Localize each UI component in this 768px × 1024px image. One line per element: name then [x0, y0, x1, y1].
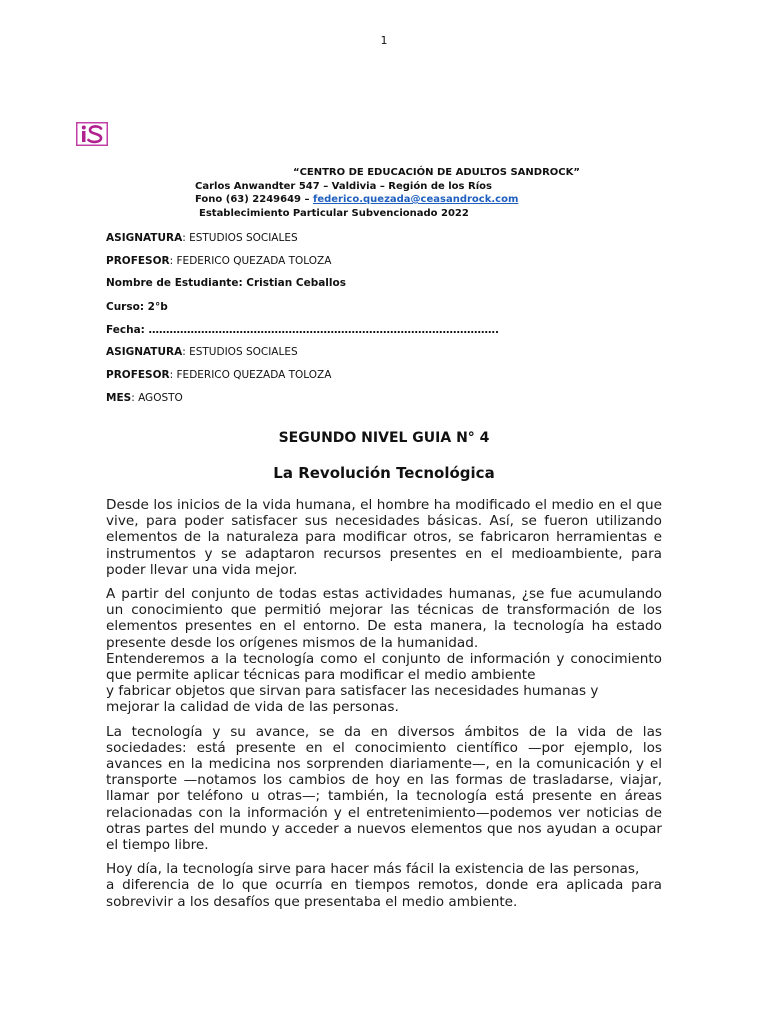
email-link[interactable]: federico.quezada@ceasandrock.com: [312, 194, 519, 205]
subject-line-2: [106, 346, 298, 358]
phone-number: Fono (63) 2249649 –: [195, 194, 313, 205]
teacher-line-2: [106, 369, 331, 381]
teacher-line: [106, 255, 331, 267]
document-title: La Revolución Tecnológica: [273, 464, 495, 482]
paragraph-3c: mejorar la calidad de vida de las personas.: [106, 699, 399, 716]
date-field: Fecha: ……………………………………………………………………………………….: [106, 324, 499, 336]
subject-label-2: ASIGNATURA: [106, 346, 183, 358]
institution-address: Carlos Anwandter 547 – Valdivia – Región de los Ríos: [195, 180, 492, 192]
paragraph-5b: a diferencia de lo que ocurría en tiempos remotos, donde era aplicada para sobrevivir a los desafíos que presentaba el medio ambiente.: [106, 877, 662, 910]
month-label: MES: [106, 392, 132, 404]
date-line: [106, 324, 499, 336]
teacher-label-2: PROFESOR: [106, 369, 170, 381]
guide-title: SEGUNDO NIVEL GUIA N° 4: [278, 430, 490, 446]
paragraph-3a: Entenderemos a la tecnología como el conjunto de información y conocimiento que permite aplicar técnicas para modificar el medio ambiente: [106, 650, 662, 684]
paragraph-5a: Hoy día, la tecnología sirve para hacer más fácil la existencia de las personas,: [106, 861, 640, 878]
subject-value: : ESTUDIOS SOCIALES: [182, 232, 298, 244]
teacher-label: PROFESOR: [106, 255, 170, 267]
institution-contact: [195, 193, 715, 207]
subject-label: ASIGNATURA: [106, 232, 183, 244]
paragraph-4: La tecnología y su avance, se da en diversos ámbitos de la vida de las sociedades: está presente en el conocimiento científico —por ejemplo, los avances en la medicina nos sorprenden diariamente—, en la comunicación y el transporte —notamos los cambios de hoy en las formas de trasladarse, viajar, llamar por teléfono u otras—; también, la tecnología está presente en áreas relacionadas con la información y el entretenimiento—podemos ver noticias de otras partes del mundo y acceder a nuevos elementos que nos ayudan a ocupar el tiempo libre.: [106, 723, 662, 854]
page-number: 1: [380, 34, 388, 47]
subject-line: [106, 232, 298, 244]
paragraph-1: Desde los inicios de la vida humana, el hombre ha modificado el medio en el que vive, para poder satisfacer sus necesidades básicas. Así, se fueron utilizando elementos de la naturaleza para modificar otros, se fabricaron herramientas e instrumentos y se adaptaron recursos presentes en el medioambiente, para poder llevar una vida mejor.: [106, 497, 662, 578]
teacher-value-2: : FEDERICO QUEZADA TOLOZA: [169, 369, 332, 381]
student-name: Nombre de Estudiante: Cristian Ceballos: [106, 277, 346, 289]
subject-value-2: : ESTUDIOS SOCIALES: [182, 346, 298, 358]
document-body: [106, 497, 662, 918]
teacher-value: : FEDERICO QUEZADA TOLOZA: [169, 255, 332, 267]
course-line: [106, 301, 168, 313]
establishment-type: Establecimiento Particular Subvencionado 2022: [199, 207, 469, 219]
paragraph-2: A partir del conjunto de todas estas actividades humanas, ¿se fue acumulando un conocimiento que permitió mejorar las técnicas de transformación de los elementos presentes en el entorno. De esta manera, la tecnología ha estado presente desde los orígenes mismos de la humanidad.: [106, 586, 662, 651]
institution-name: “CENTRO DE EDUCACIÓN DE ADULTOS SANDROCK”: [293, 167, 580, 178]
school-logo-icon: [76, 122, 108, 146]
paragraph-3b: y fabricar objetos que sirvan para satisfacer las necesidades humanas y: [106, 683, 599, 700]
course-value: Curso: 2°b: [106, 301, 168, 313]
month-value: : AGOSTO: [131, 392, 183, 404]
month-line: [106, 392, 183, 404]
student-line: [106, 277, 346, 289]
institution-header: [195, 166, 715, 220]
